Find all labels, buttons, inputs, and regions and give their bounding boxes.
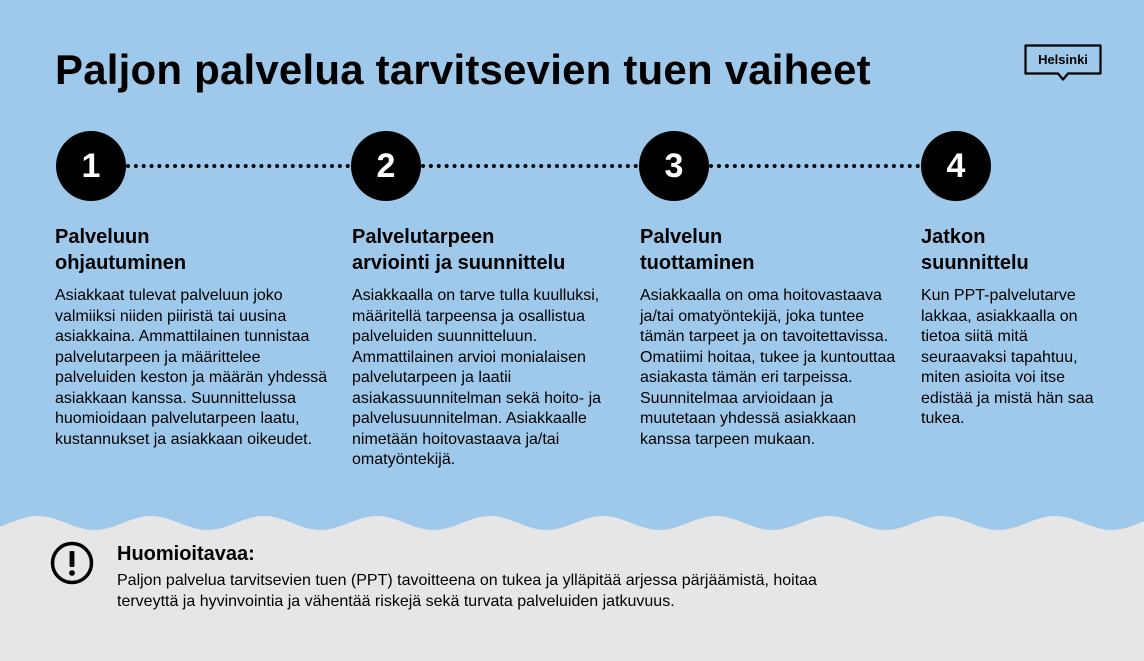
step-2-title-line1: Palvelutarpeen	[352, 226, 495, 248]
step-2-title	[352, 224, 622, 276]
step-3-title	[640, 224, 900, 276]
step-3-description: Asiakkaalla on oma hoitovastaava ja/tai omatyöntekijä, joka tuntee tämän tarpeet ja on tavoitettavissa. Omatiimi hoitaa, tukee ja kuntouttaa asiakasta tämän eri tarpeissa. Suunnitelmaa arvioidaan ja muutetaan yhdessä asiakkaan kanssa tarpeen mukaan.	[640, 287, 896, 448]
step-1-title	[55, 224, 315, 276]
step-1-title-line1: Palveluun	[55, 226, 150, 248]
step-1-description: Asiakkaat tulevat palveluun joko valmiiksi niiden piiristä tai uusina asiakkaina. Ammattilainen tunnistaa palvelutarpeen ja määrittelee palveluiden keston ja määrän yhdessä asiakkaan kanssa. Suunnittelussa huomioidaan palvelutarpeen laatu, kustannukset ja asiakkaan oikeudet.	[55, 287, 328, 448]
step-2-title-line2: arviointi ja suunnittelu	[352, 252, 566, 274]
step-3-title-line1: Palvelun	[640, 226, 723, 248]
step-1-number: 1	[56, 131, 126, 201]
step-3-number: 3	[639, 131, 709, 201]
connector-1-2	[126, 164, 350, 168]
connector-3-4	[709, 164, 920, 168]
step-4-title-line1: Jatkon	[921, 226, 986, 248]
notice-title: Huomioitavaa:	[117, 543, 255, 565]
step-4-title	[921, 224, 1121, 276]
connector-2-3	[421, 164, 638, 168]
step-3-title-line2: tuottaminen	[640, 252, 755, 274]
step-2-number: 2	[351, 131, 421, 201]
step-2-description: Asiakkaalla on tarve tulla kuulluksi, määritellä tarpeensa ja osallistua palveluiden suunnitteluun. Ammattilainen arvioi monialaisen palvelutarpeen ja laatii asiakassuunnitelman sekä hoito- ja palvelusuunnitelman. Asiakkaalle nimetään hoitovastaava ja/tai omatyöntekijä.	[352, 287, 602, 468]
step-4-number: 4	[921, 131, 991, 201]
step-1-title-line2: ohjautuminen	[55, 252, 187, 274]
page-title: Paljon palvelua tarvitsevien tuen vaiheet	[55, 46, 871, 93]
logo-text: Helsinki	[1038, 52, 1088, 67]
step-4-title-line2: suunnittelu	[921, 252, 1029, 274]
step-4-description: Kun PPT-palvelutarve lakkaa, asiakkaalla on tietoa siitä mitä seuraavaksi tapahtuu, miten asioita voi itse edistää ja mistä hän saa tukea.	[921, 287, 1094, 427]
exclamation-circle-icon	[50, 541, 94, 585]
notice-text: Paljon palvelua tarvitsevien tuen (PPT) tavoitteena on tukea ja ylläpitää arjessa pärjäämistä, hoitaa terveyttä ja hyvinvointia ja vähentää riskejä sekä turvata palveluiden jatkuvuus.	[117, 572, 817, 610]
helsinki-logo	[1024, 44, 1102, 82]
